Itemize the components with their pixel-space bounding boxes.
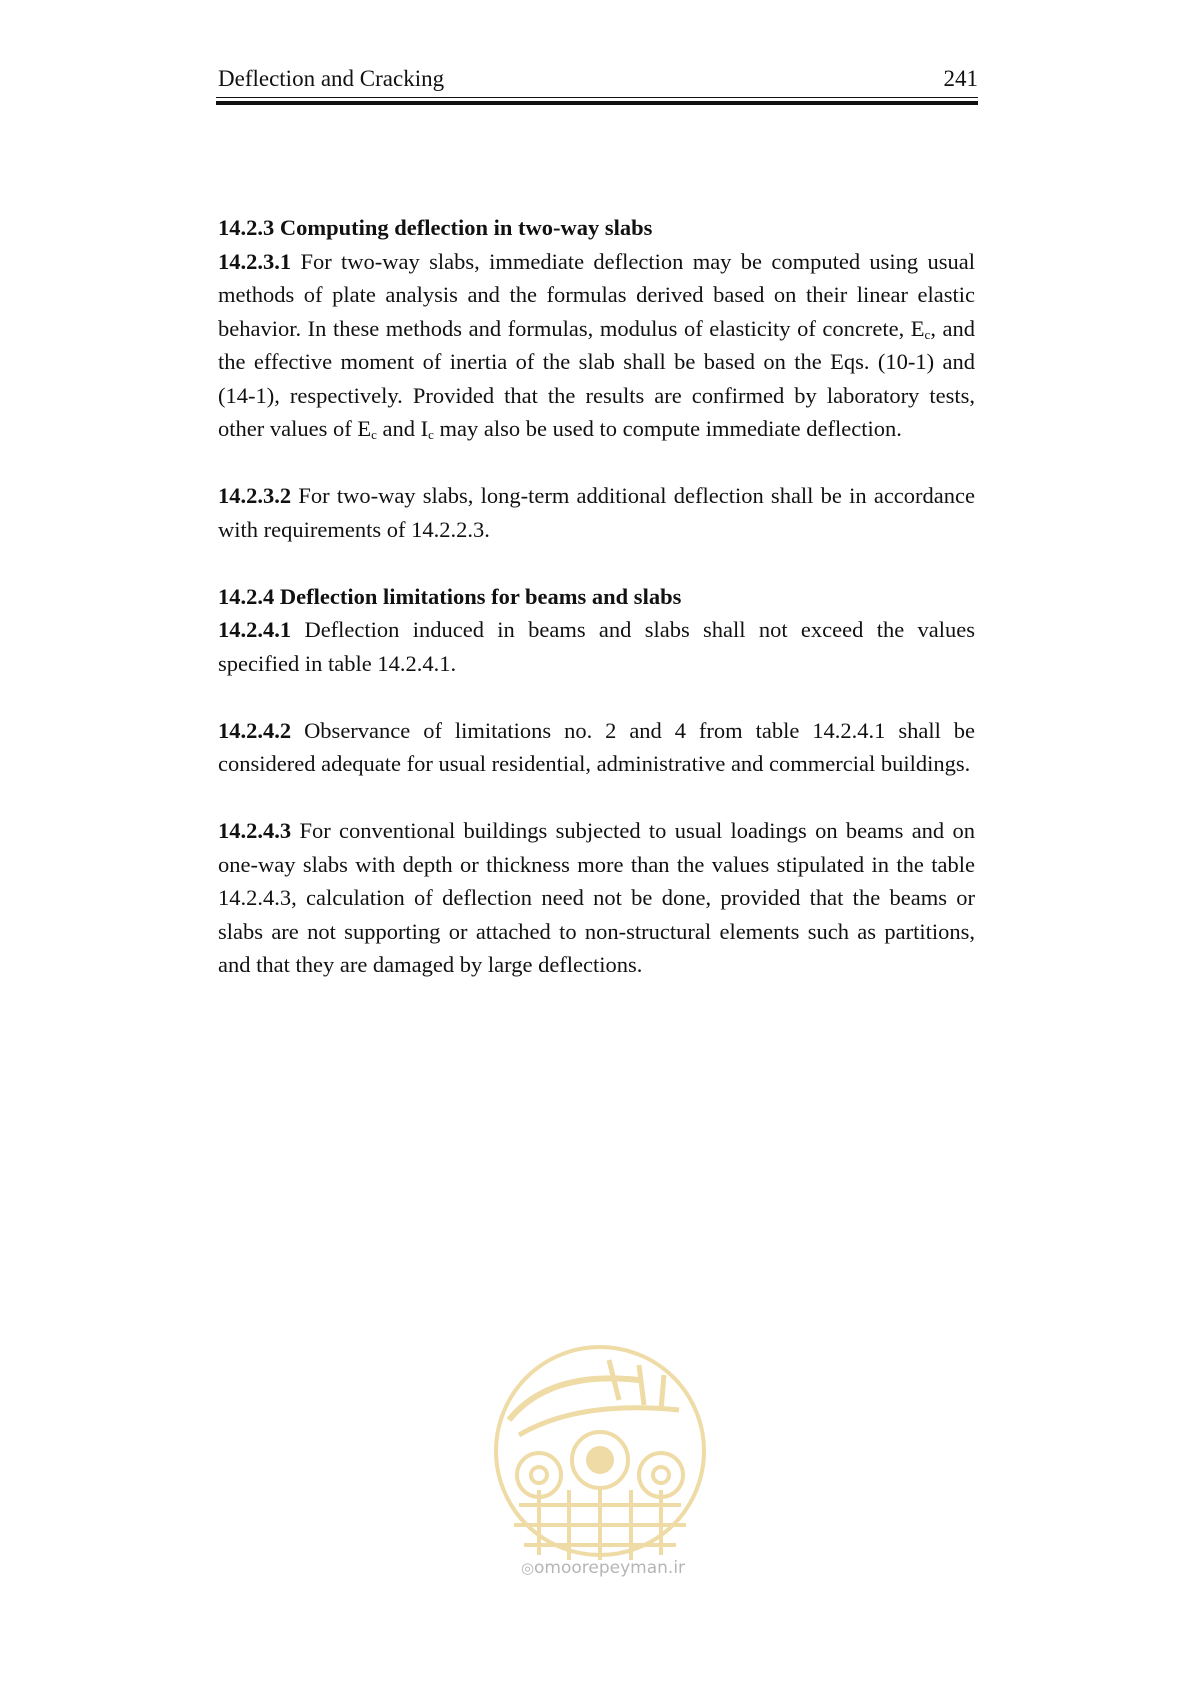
globe-icon: ◎ — [520, 1559, 535, 1577]
page-header — [218, 64, 978, 94]
header-rule-thick — [216, 101, 978, 105]
watermark-logo — [489, 1340, 711, 1580]
clause-number: 14.2.4.1 — [218, 617, 292, 642]
clause-number: 14.2.3.2 — [218, 483, 292, 508]
clause-number: 14.2.4.2 — [218, 717, 292, 743]
clause-number: 14.2.3.1 — [218, 248, 292, 274]
header-rule-thin — [216, 97, 978, 98]
watermark-url: ◎omoorepeyman.ir — [520, 1558, 686, 1578]
paragraph-14-2-3-1: 14.2.3.1 For two-way slabs, immediate deflection may be computed using usual methods of plate analysis and the formulas derived based on their linear elastic behavior. In these methods and formulas, modulus of elasticity of concrete, $E_c$, and the effective moment of inertia of the slab shall be based on the Eqs. (10-1) and (14-1), respectively. Provided that the results are confirmed by laboratory tests, other values of $E_c$ and $I_c$ may also be used to compute immediate deflection. — [218, 248, 975, 442]
paragraph-14-2-4-3: 14.2.4.3 For conventional buildings subjected to usual loadings on beams and on one-way slabs with depth or thickness more than the values stipulated in the table 14.2.4.3, calculation of deflection need not be done, provided that the beams or slabs are not supporting or attached to non-structural elements such as partitions, and that they are damaged by large deflections. — [218, 818, 975, 977]
section-heading-14-2-4: 14.2.4 Deflection limitations for beams and slabs — [218, 583, 682, 609]
paragraph-14-2-3-2: 14.2.3.2 For two-way slabs, long-term additional deflection shall be in accordance with requirements of 14.2.2.3. — [218, 483, 975, 542]
running-title: Deflection and Cracking — [218, 66, 445, 91]
page-body — [218, 211, 975, 982]
paragraph-14-2-4-2: 14.2.4.2 Observance of limitations no. 2 and 4 from table 14.2.4.1 shall be considered adequate for usual residential, administrative and commercial buildings. — [218, 717, 975, 776]
paragraph-14-2-4-1: 14.2.4.1 Deflection induced in beams and slabs shall not exceed the values specified in table 14.2.4.1. — [218, 617, 975, 676]
clause-number: 14.2.4.3 — [218, 818, 292, 843]
section-heading-14-2-3: 14.2.3 Computing deflection in two-way slabs — [218, 215, 653, 240]
page-number: 241 — [943, 66, 978, 91]
